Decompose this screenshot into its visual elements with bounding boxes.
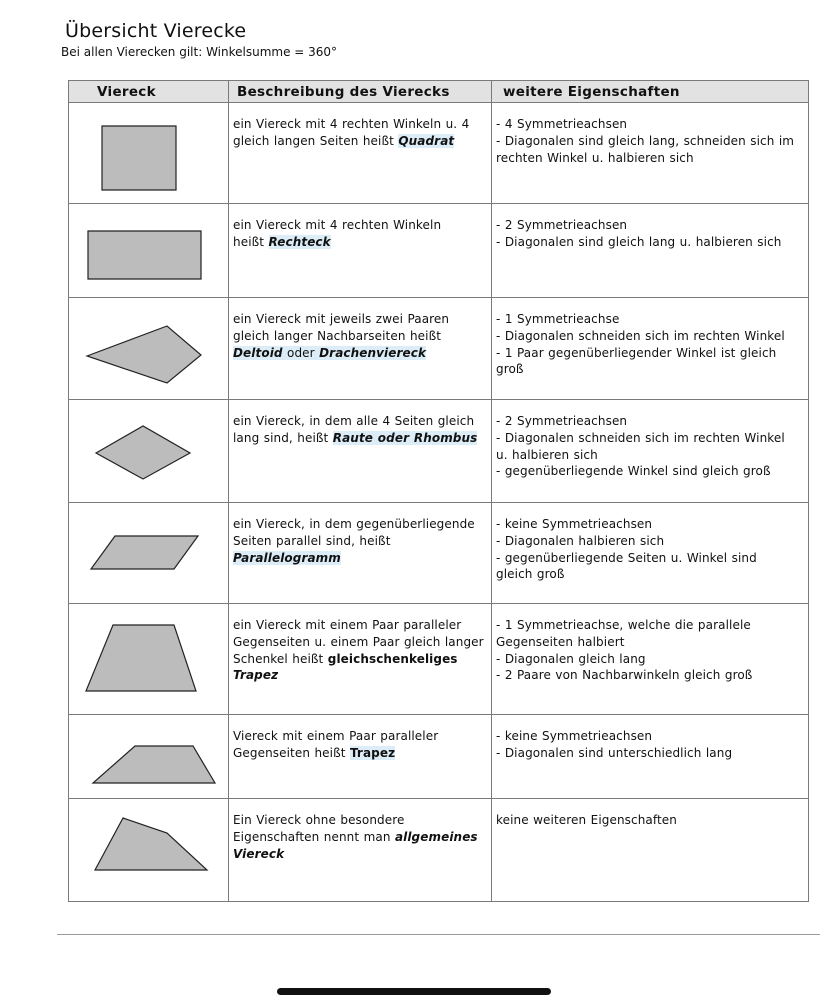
property-line: rechten Winkel u. halbieren sich xyxy=(496,150,694,165)
description-line: ein Viereck mit 4 rechten Winkeln u. 4 xyxy=(233,117,470,131)
parallelogram-shape-icon xyxy=(69,504,229,602)
properties-cell xyxy=(492,204,809,298)
description-line: ein Viereck, in dem gegenüberliegende xyxy=(233,517,475,531)
rhombus-shape-icon xyxy=(69,401,229,501)
description-cell xyxy=(229,503,492,604)
column-header-viereck: Viereck xyxy=(69,81,229,103)
description-line: Seiten parallel sind, heißt xyxy=(233,533,391,548)
table-row xyxy=(69,715,809,799)
term-gleichschenkeliges: gleichschenkeliges xyxy=(327,651,458,666)
table-row xyxy=(69,799,809,902)
property-line: - Diagonalen sind unterschiedlich lang xyxy=(496,745,733,760)
description-line: ein Viereck mit einem Paar paralleler xyxy=(233,618,462,632)
description-cell xyxy=(229,715,492,799)
description-cell xyxy=(229,604,492,715)
description-line: gleich langen Seiten heißt xyxy=(233,133,399,148)
description-line: Schenkel heißt xyxy=(233,651,328,666)
term-quadrat: Quadrat xyxy=(398,133,455,148)
property-line: - 4 Symmetrieachsen xyxy=(496,117,628,131)
description-line: gleich langer Nachbarseiten heißt xyxy=(233,328,442,343)
term-drachenviereck: Drachenviereck xyxy=(319,345,427,360)
table-row xyxy=(69,103,809,204)
description-cell xyxy=(229,799,492,902)
property-line: - 1 Symmetrieachse, welche die parallele xyxy=(496,618,751,632)
properties-cell xyxy=(492,604,809,715)
term-raute-rhombus: Raute oder Rhombus xyxy=(332,430,478,445)
kite-shape-icon xyxy=(69,299,229,399)
isosceles-trapezoid-shape-icon xyxy=(69,605,229,713)
property-line: - 2 Symmetrieachsen xyxy=(496,218,628,232)
property-line: - gegenüberliegende Winkel sind gleich groß xyxy=(496,464,771,479)
property-line: - 2 Paare von Nachbarwinkeln gleich groß xyxy=(496,668,753,683)
shape-cell xyxy=(69,204,229,298)
term-parallelogramm: Parallelogramm xyxy=(233,550,341,565)
property-line: - Diagonalen sind gleich lang u. halbieren sich xyxy=(496,234,782,249)
table-row xyxy=(69,400,809,503)
property-line: - Diagonalen schneiden sich im rechten Winkel xyxy=(496,328,785,343)
column-header-beschreibung: Beschreibung des Vierecks xyxy=(229,81,492,103)
table-row xyxy=(69,503,809,604)
shape-cell xyxy=(69,503,229,604)
table-row xyxy=(69,204,809,298)
description-line: lang sind, heißt xyxy=(233,430,333,445)
description-connector: oder xyxy=(282,345,320,360)
description-line: Viereck mit einem Paar paralleler xyxy=(233,729,439,743)
property-line: - 1 Symmetrieachse xyxy=(496,312,620,326)
term-rechteck: Rechteck xyxy=(268,234,331,249)
property-line: groß xyxy=(496,362,524,377)
properties-cell xyxy=(492,400,809,503)
description-line: heißt xyxy=(233,234,269,249)
properties-cell xyxy=(492,503,809,604)
property-line: - 2 Symmetrieachsen xyxy=(496,414,628,428)
page-title: Übersicht Vierecke xyxy=(65,20,247,42)
property-line: - Diagonalen halbieren sich xyxy=(496,533,665,548)
property-line: - 1 Paar gegenüberliegender Winkel ist gleich xyxy=(496,345,777,360)
trapezoid-shape-icon xyxy=(69,716,229,798)
properties-cell xyxy=(492,103,809,204)
property-line: Gegenseiten halbiert xyxy=(496,634,625,649)
term-trapez: Trapez xyxy=(349,745,396,760)
description-line: Ein Viereck ohne besondere xyxy=(233,813,405,827)
properties-cell xyxy=(492,799,809,902)
square-shape-icon xyxy=(69,103,229,203)
description-line: ein Viereck mit jeweils zwei Paaren xyxy=(233,312,450,326)
description-cell xyxy=(229,400,492,503)
description-line: Eigenschaften nennt man xyxy=(233,829,395,844)
term-trapez: Trapez xyxy=(233,668,279,683)
shape-cell xyxy=(69,604,229,715)
general-quadrilateral-shape-icon xyxy=(69,800,229,900)
shape-cell xyxy=(69,715,229,799)
description-cell xyxy=(229,103,492,204)
property-line: - keine Symmetrieachsen xyxy=(496,729,653,743)
page-divider xyxy=(57,934,820,935)
term-allgemeines: allgemeines xyxy=(394,829,478,844)
page-subtitle: Bei allen Vierecken gilt: Winkelsumme = 360° xyxy=(61,45,338,59)
property-line: - gegenüberliegende Seiten u. Winkel sind xyxy=(496,550,757,565)
shape-cell xyxy=(69,400,229,503)
property-line: gleich groß xyxy=(496,567,565,582)
description-line: ein Viereck, in dem alle 4 Seiten gleich xyxy=(233,414,475,428)
shape-cell xyxy=(69,298,229,400)
shape-cell xyxy=(69,799,229,902)
description-line: Gegenseiten heißt xyxy=(233,745,350,760)
table-header-row xyxy=(69,81,809,103)
shape-cell xyxy=(69,103,229,204)
quadrilateral-table xyxy=(68,80,809,902)
table-row xyxy=(69,298,809,400)
description-line: ein Viereck mit 4 rechten Winkeln xyxy=(233,218,442,232)
column-header-eigenschaften: weitere Eigenschaften xyxy=(492,81,809,103)
description-line: Gegenseiten u. einem Paar gleich langer xyxy=(233,634,484,649)
home-indicator-bar[interactable] xyxy=(277,988,551,995)
description-cell xyxy=(229,204,492,298)
property-line: - Diagonalen sind gleich lang, schneiden sich im xyxy=(496,133,795,148)
property-line: - Diagonalen schneiden sich im rechten Winkel xyxy=(496,430,785,445)
properties-cell xyxy=(492,715,809,799)
property-line: keine weiteren Eigenschaften xyxy=(496,813,677,827)
term-viereck: Viereck xyxy=(233,846,285,861)
property-line: - Diagonalen gleich lang xyxy=(496,651,646,666)
property-line: u. halbieren sich xyxy=(496,447,598,462)
rectangle-shape-icon xyxy=(69,205,229,297)
table-row xyxy=(69,604,809,715)
property-line: - keine Symmetrieachsen xyxy=(496,517,653,531)
description-cell xyxy=(229,298,492,400)
properties-cell xyxy=(492,298,809,400)
term-deltoid: Deltoid xyxy=(233,345,283,360)
